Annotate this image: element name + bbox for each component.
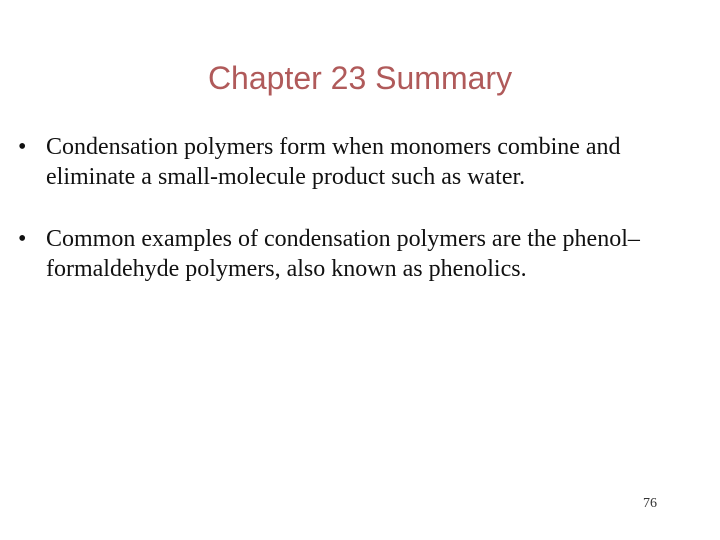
bullet-marker: •	[18, 226, 27, 252]
bullet-text: Common examples of condensation polymers are the phenol–formaldehyde polymers, also known as phenolics.	[46, 226, 640, 282]
bullet-list	[18, 132, 708, 316]
page-number: 76	[643, 496, 657, 511]
bullet-marker: •	[18, 134, 27, 160]
bullet-item	[18, 224, 708, 284]
slide-title: Chapter 23 Summary	[207, 60, 513, 96]
bullet-text: Condensation polymers form when monomers combine and eliminate a small-molecule product such as water.	[46, 134, 621, 190]
bullet-item	[18, 132, 708, 192]
